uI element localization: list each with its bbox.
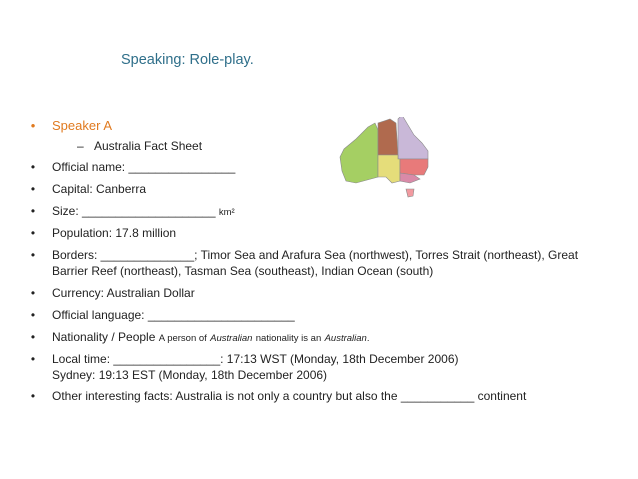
nationality-text xyxy=(52,330,369,346)
nationality-a: A person of xyxy=(158,333,207,344)
speaker-label: Speaker A xyxy=(52,118,112,133)
population-text: Population: 17.8 million xyxy=(52,226,177,240)
australia-map-image xyxy=(338,117,444,203)
map-tasmania xyxy=(406,189,414,197)
bullet-dot: • xyxy=(30,226,36,240)
nationality-label: Nationality / People xyxy=(52,330,156,344)
bullet-dot: • xyxy=(30,308,36,322)
local-time-line-1: Local time: ________________: 17:13 WST (Monday, 18th December 2006) xyxy=(52,352,459,366)
sub-bullet-dash: – xyxy=(77,139,84,153)
size-label: Size: ____________________ xyxy=(52,204,216,218)
slide-title: Speaking: Role-play. xyxy=(121,52,254,68)
nationality-d: Australian xyxy=(324,333,367,344)
language-text: Official language: ______________________ xyxy=(52,308,295,322)
map-northern-territory xyxy=(378,119,398,155)
borders-line-1: Borders: ______________; Timor Sea and Arafura Sea (northwest), Torres Strait (northeast), Great xyxy=(52,248,579,262)
official-name-text: Official name: ________________ xyxy=(52,160,236,174)
nationality-e: . xyxy=(366,333,370,344)
size-text xyxy=(52,204,235,220)
bullet-dot: • xyxy=(30,182,36,196)
capital-text: Capital: Canberra xyxy=(52,182,147,196)
nationality-b: Australian xyxy=(210,333,253,344)
size-unit: km² xyxy=(218,207,235,218)
facts-text: Other interesting facts: Australia is not only a country but also the ___________ continent xyxy=(52,389,527,403)
map-new-south-wales xyxy=(400,159,428,175)
bullet-dot: • xyxy=(30,160,36,174)
bullet-dot: • xyxy=(30,204,36,218)
fact-sheet-label: Australia Fact Sheet xyxy=(94,139,203,153)
bullet-dot: • xyxy=(30,352,36,366)
bullet-dot: • xyxy=(30,389,36,403)
map-western-australia xyxy=(340,123,378,183)
bullet-dot: • xyxy=(30,118,36,133)
bullet-dot: • xyxy=(30,330,36,344)
currency-text: Currency: Australian Dollar xyxy=(52,286,195,300)
nationality-c: nationality is an xyxy=(255,333,322,344)
bullet-dot: • xyxy=(30,286,36,300)
map-queensland xyxy=(398,117,428,159)
borders-line-2: Barrier Reef (northeast), Tasman Sea (southeast), Indian Ocean (south) xyxy=(52,264,434,278)
map-south-australia xyxy=(378,155,400,183)
local-time-line-2: Sydney: 19:13 EST (Monday, 18th December 2006) xyxy=(52,368,328,382)
bullet-dot: • xyxy=(30,248,36,262)
